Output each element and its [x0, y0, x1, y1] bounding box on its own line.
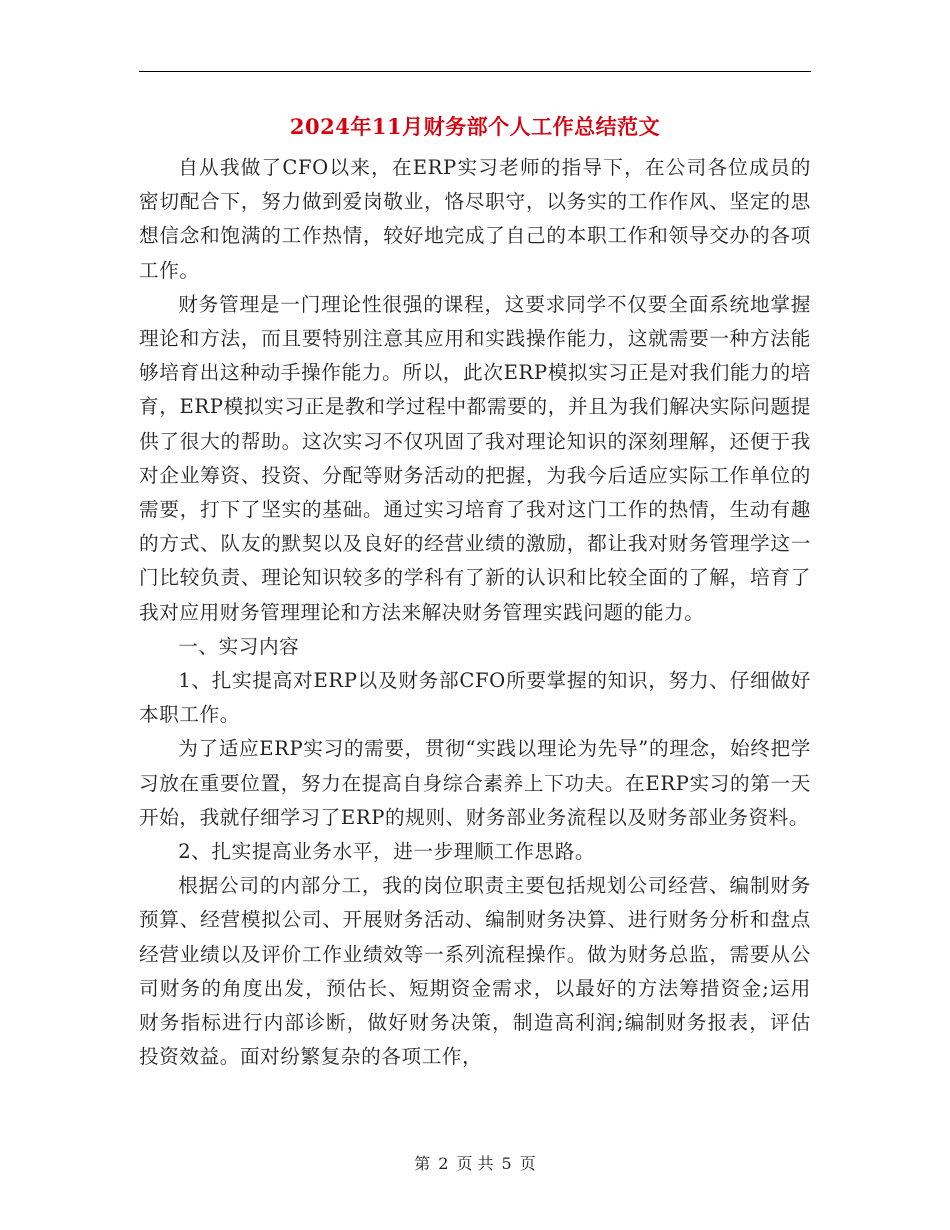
document-body: [139, 151, 811, 1074]
paragraph-course: 财务管理是一门理论性很强的课程，这要求同学不仅要全面系统地掌握理论和方法，而且要特别注意其应用和实践操作能力，这就需要一种方法能够培育出这种动手操作能力。所以，此次ERP模拟实习正是对我们能力的培育，ERP模拟实习正是教和学过程中都需要的，并且为我们解决实际问题提供了很大的帮助。这次实习不仅巩固了我对理论知识的深刻理解，还便于我对企业筹资、投资、分配等财务活动的把握，为我今后适应实际工作单位的需要，打下了坚实的基础。通过实习培育了我对这门工作的热情，生动有趣的方式、队友的默契以及良好的经营业绩的激励，都让我对财务管理学这一门比较负责、理论知识较多的学科有了新的认识和比较全面的了解，培育了我对应用财务管理理论和方法来解决财务管理实践问题的能力。: [139, 292, 811, 624]
footer-suffix: 页: [519, 1154, 536, 1173]
section-heading: 一、实习内容: [178, 634, 300, 658]
document-title: 2024年11月财务部个人工作总结范文: [289, 114, 661, 139]
item-heading-1: 1、扎实提高对ERP以及财务部CFO所要掌握的知识，努力、仔细做好本职工作。: [139, 669, 811, 727]
item-heading-2: 2、扎实提高业务水平，进一步理顺工作思路。: [178, 840, 596, 864]
footer-middle: 页 共: [456, 1154, 494, 1173]
paragraph-item-1: 为了适应ERP实习的需要，贯彻“实践以理论为先导”的理念，始终把学习放在重要位置，努力在提高自身综合素养上下功夫。在ERP实习的第一天开始，我就仔细学习了ERP的规则、财务部业务流程以及财务部业务资料。: [139, 737, 811, 829]
page-footer: [0, 1153, 950, 1175]
paragraph-intro: 自从我做了CFO以来，在ERP实习老师的指导下，在公司各位成员的密切配合下，努力做到爱岗敬业，恪尽职守，以务实的工作作风、坚定的思想信念和饱满的工作热情，较好地完成了自己的本职工作和领导交办的各项工作。: [139, 156, 811, 282]
total-pages-number: 5: [501, 1154, 512, 1173]
footer-prefix: 第: [414, 1154, 431, 1173]
current-page-number: 2: [438, 1154, 449, 1173]
header-rule: [139, 71, 811, 72]
paragraph-item-2: 根据公司的内部分工，我的岗位职责主要包括规划公司经营、编制财务预算、经营模拟公司、开展财务活动、编制财务决算、进行财务分析和盘点经营业绩以及评价工作业绩效等一系列流程操作。做为财务总监，需要从公司财务的角度出发，预估长、短期资金需求，以最好的方法筹措资金;运用财务指标进行内部诊断，做好财务决策，制造高利润;编制财务报表，评估投资效益。面对纷繁复杂的各项工作，: [139, 874, 811, 1069]
